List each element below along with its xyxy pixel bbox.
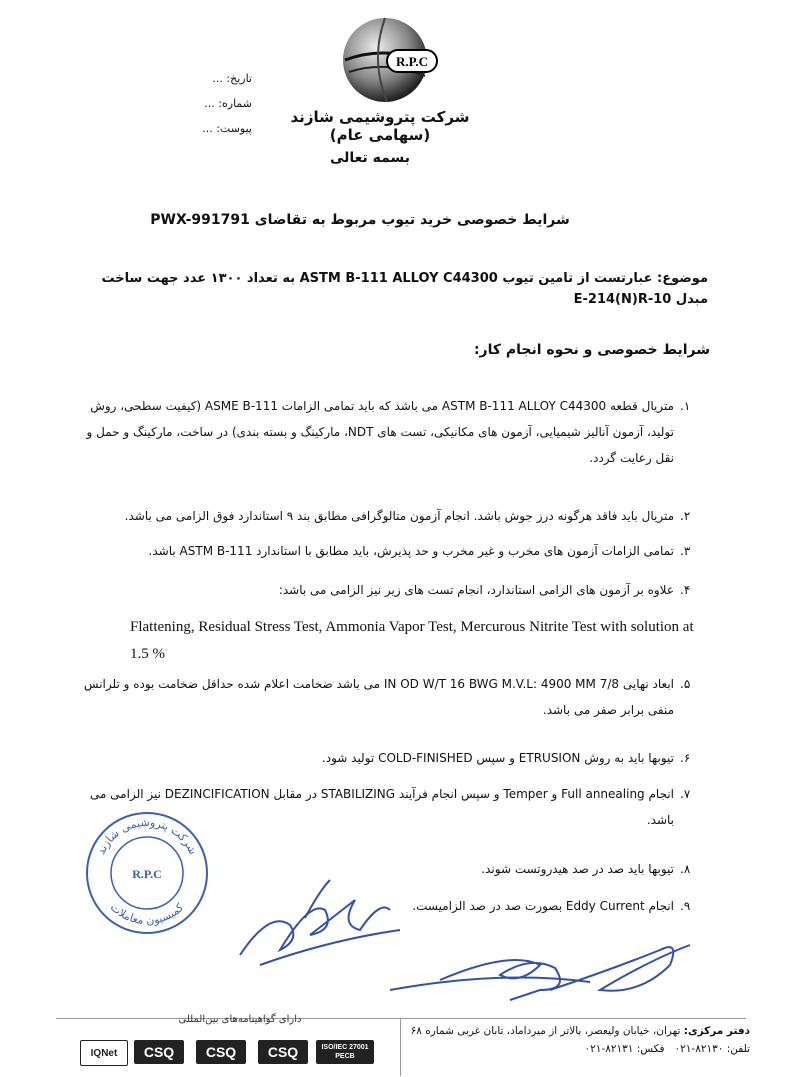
- item-number: ۳.: [680, 544, 691, 558]
- cert-csq-3: CSQ: [258, 1040, 308, 1064]
- item-text: علاوه بر آزمون های الزامی استاندارد، انجام تست های زیر نیز الزامی می باشد:: [278, 583, 674, 597]
- meta-attachment: پیوست: ...: [202, 122, 252, 135]
- svg-text:کمیسیون معاملات: [108, 900, 187, 927]
- fax: فکس: ۸۲۱۳۱-۰۲۱: [584, 1043, 665, 1055]
- logo-text: R.P.C: [395, 54, 429, 69]
- meta-date: تاریخ: ...: [212, 72, 252, 85]
- head-office-address: [400, 1022, 750, 1058]
- address-label: دفتر مرکزی:: [683, 1025, 750, 1037]
- stamp-ring-bottom: کمیسیون معاملات: [107, 900, 187, 928]
- item-number: ۴.: [680, 583, 691, 597]
- commission-stamp: [82, 808, 212, 938]
- item-text: تمامی الزامات آزمون های مخرب و غیر مخرب و حد پذیرش، باید مطابق با استاندارد ASTM B-111 باشد.: [148, 544, 674, 558]
- item-text: تیوبها باید به روش ETRUSION و سپس COLD-FINISHED تولید شود.: [321, 751, 674, 765]
- item-number: ۵.: [680, 677, 691, 691]
- company-name: شرکت پتروشیمی شازند (سهامی عام): [290, 108, 470, 144]
- section-title: شرایط خصوصی و نحوه انجام کار:: [473, 342, 710, 358]
- list-item: [78, 538, 708, 564]
- item-number: ۶.: [680, 751, 691, 765]
- item-text: انجام Eddy Current بصورت صد در صد الزامیست.: [412, 899, 674, 913]
- stamp-center: R.P.C: [132, 867, 162, 881]
- item-text: تیوبها باید صد در صد هیدروتست شوند.: [481, 862, 674, 876]
- cert-csq-2: CSQ: [196, 1040, 246, 1064]
- bismillah: بسمه تعالی: [329, 150, 411, 166]
- svg-text:شرکت پتروشیمی شازند: [94, 816, 199, 857]
- item-number: ۷.: [680, 787, 691, 801]
- company-logo: [335, 10, 440, 110]
- item-text: متریال باید فاقد هرگونه درز جوش باشد. انجام آزمون متالوگرافی مطابق بند ۹ استاندارد فوق الزامی می باشد.: [124, 509, 674, 523]
- list-item: [78, 745, 708, 771]
- signatures: [210, 870, 730, 1020]
- item-number: ۹.: [680, 899, 691, 913]
- address-text: تهران، خیابان ولیعصر، بالاتر از میرداماد، تابان غربی شماره ۶۸: [410, 1025, 681, 1037]
- document-title: شرایط خصوصی خرید تیوب مربوط به تقاضای PWX-991791: [150, 212, 570, 228]
- list-item: [78, 577, 708, 603]
- list-item: [78, 503, 708, 529]
- required-tests: Flattening, Residual Stress Test, Ammonia Vapor Test, Mercurous Nitrite Test with solution at 1.5 %: [130, 619, 694, 662]
- meta-number: شماره: ...: [204, 97, 252, 110]
- cert-csq-1: CSQ: [134, 1040, 184, 1064]
- phone: تلفن: ۸۲۱۳۰-۰۲۱: [674, 1043, 750, 1055]
- item-number: ۱.: [680, 399, 691, 413]
- item-text: انجام Full annealing و Temper و سپس انجام فرآیند STABILIZING در مقابل DEZINCIFICATION نیز الزامی می باشد.: [89, 787, 674, 827]
- subject: موضوع: عبارتست از تامین تیوب ASTM B-111 ALLOY C44300 به تعداد ۱۳۰۰ عدد جهت ساخت مبدل 10-E-214(N)R: [101, 271, 708, 307]
- item-text: ابعاد نهایی 7/8 IN OD W/T 16 BWG M.V.L: 4900 MM می باشد ضخامت اعلام شده حداقل ضخامت بوده و تلرانس منفی برابر صفر می باشد.: [83, 677, 674, 717]
- stamp-ring-top: شرکت پتروشیمی شازند: [94, 815, 200, 857]
- cert-iqnet: IQNet: [80, 1040, 128, 1066]
- list-item: [78, 671, 708, 723]
- document-meta: [162, 66, 252, 141]
- cert-iso-27001: ISO/IEC 27001 PECB: [316, 1040, 374, 1064]
- item-number: ۲.: [680, 509, 691, 523]
- item-text: متریال قطعه ASTM B-111 ALLOY C44300 می باشد که باید تمامی الزامات ASME B-111 (کیفیت سطحی، روش تولید، آزمون آنالیز شیمیایی، آزمون های مکانیکی، تست های NDT، مارکینگ و بسته بندی) در ساخت، مارکینگ و حمل و نقل رعایت گردد.: [86, 399, 674, 465]
- certs-label: دارای گواهینامه‌های بین‌المللی: [178, 1014, 302, 1025]
- item-number: ۸.: [680, 862, 691, 876]
- list-item: [78, 393, 708, 471]
